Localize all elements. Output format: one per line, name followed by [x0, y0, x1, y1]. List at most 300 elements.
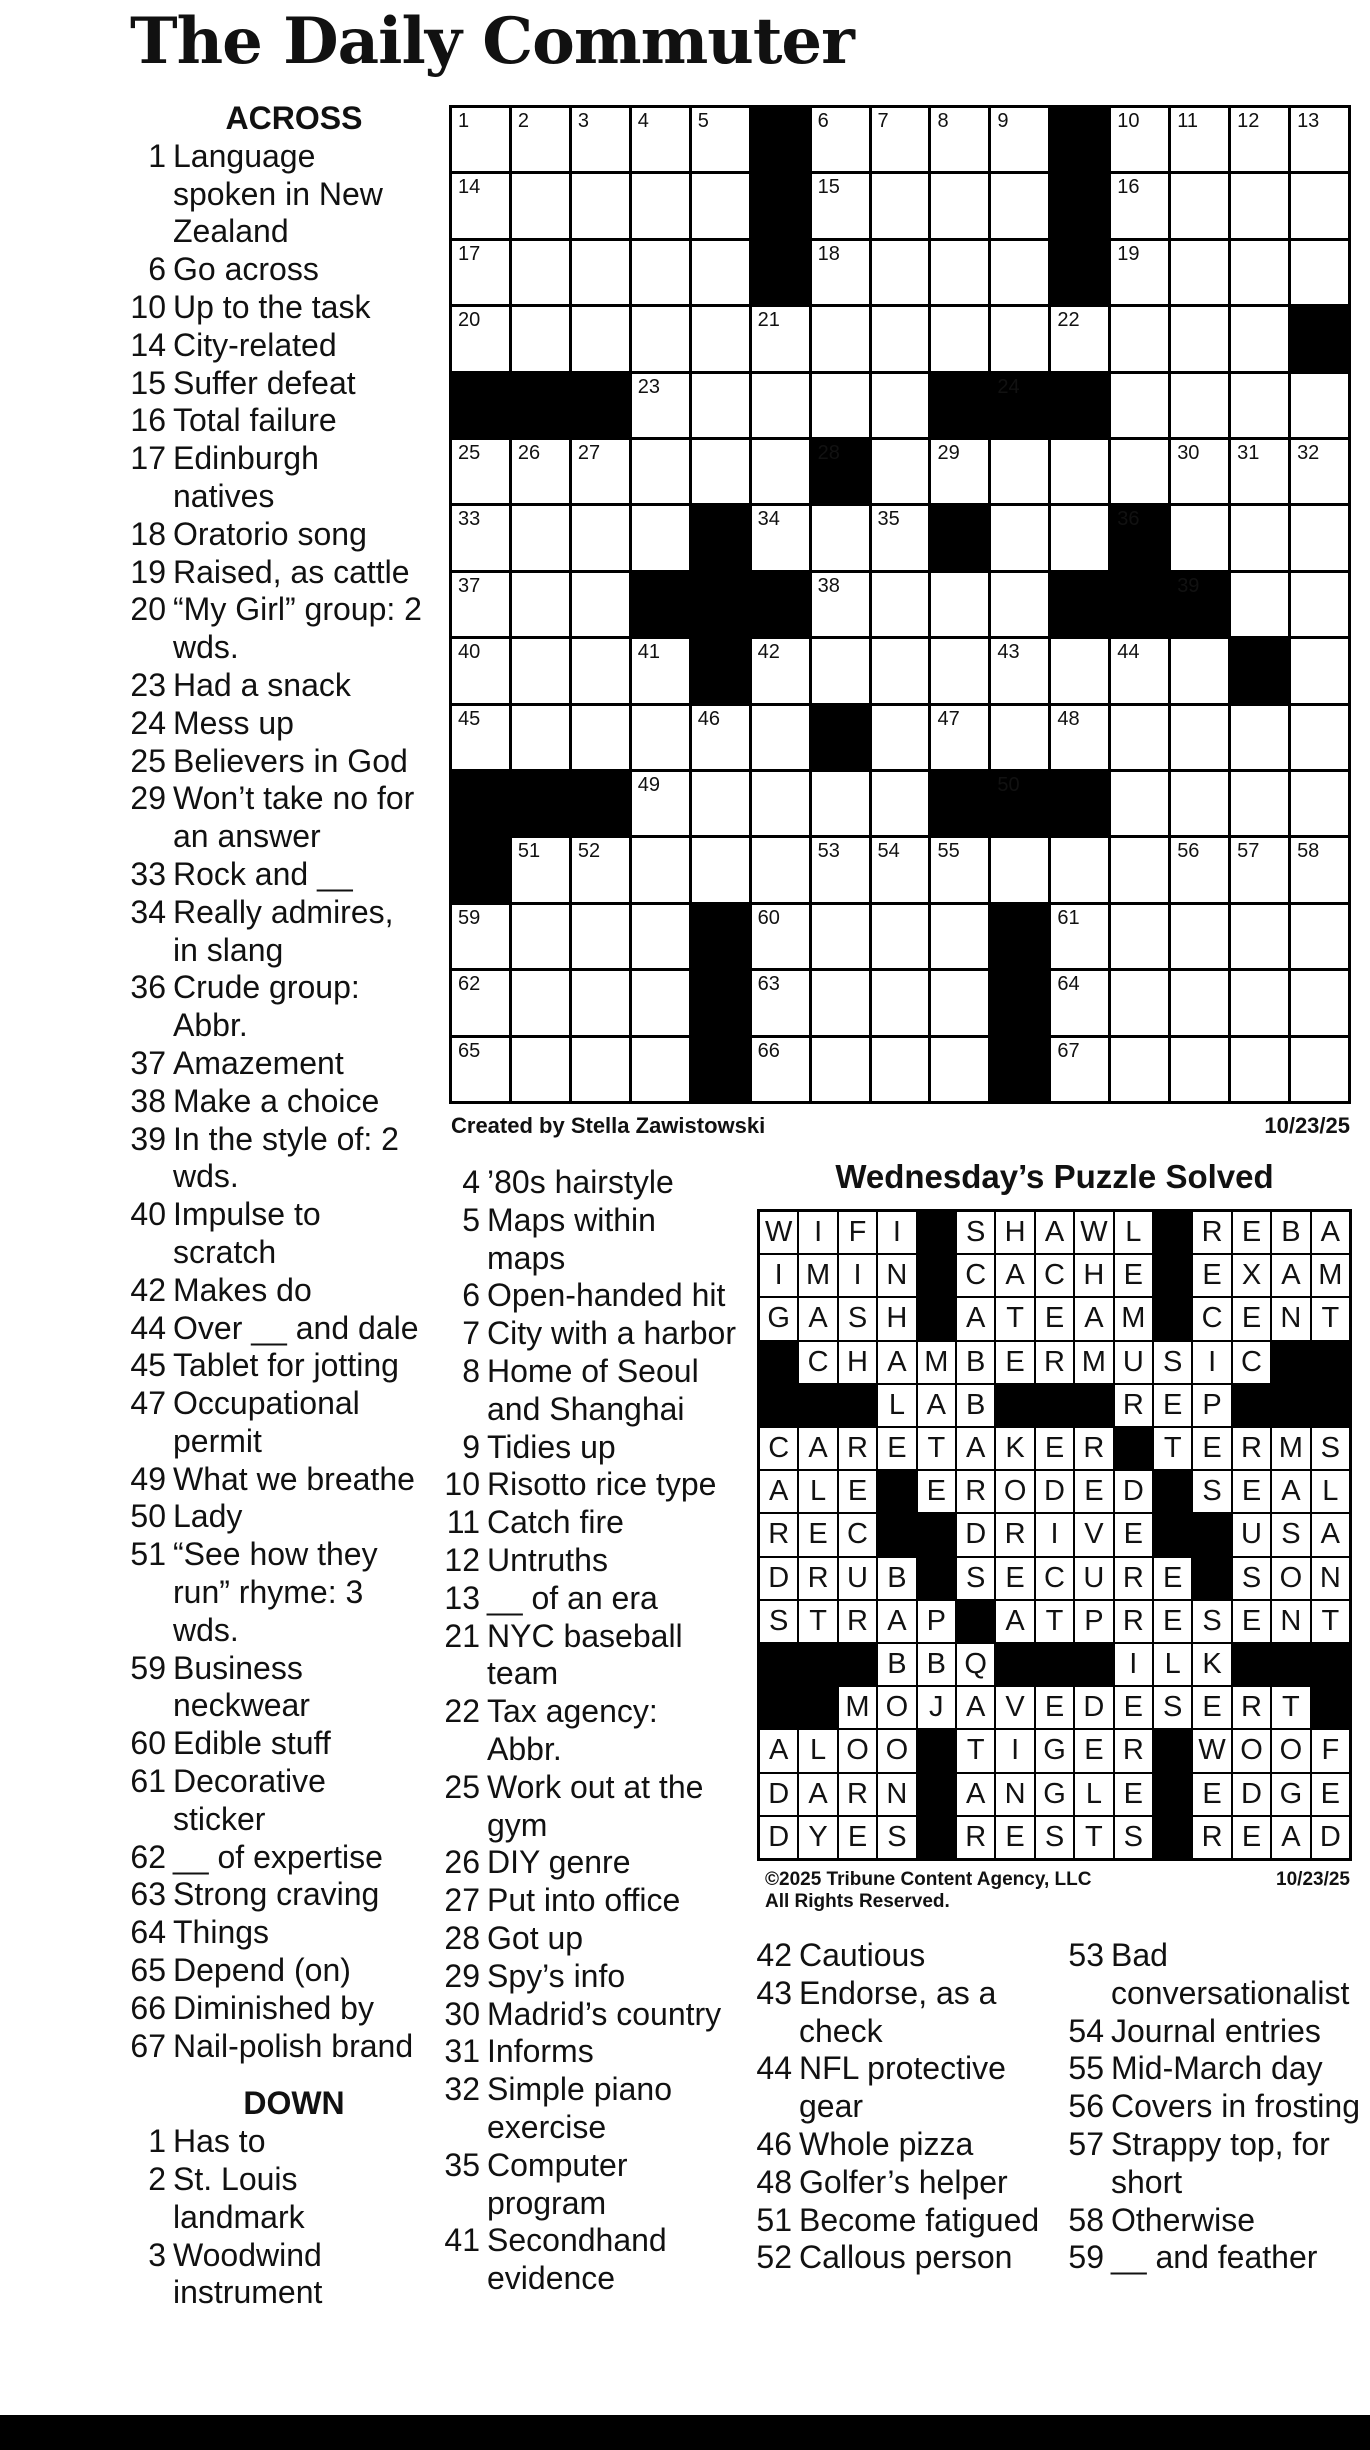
clue-text: Nail-polish brand [173, 2027, 414, 2064]
square-number: 24 [997, 375, 1020, 398]
solved-letter: G [1036, 1774, 1073, 1815]
grid-square [1111, 307, 1168, 370]
solved-letter: S [760, 1601, 797, 1642]
grid-square [1231, 706, 1288, 769]
square-number: 32 [1297, 442, 1320, 464]
solved-black-square [799, 1385, 836, 1426]
solved-letter: E [1233, 1601, 1270, 1642]
clue-item [438, 1353, 738, 1429]
grid-square [931, 905, 988, 968]
clue-number: 44 [130, 1309, 166, 1346]
clue-number: 1 [148, 2123, 166, 2160]
solved-letter: A [957, 1687, 994, 1728]
black-square [1171, 573, 1228, 636]
solved-letter: A [799, 1774, 836, 1815]
solved-black-square [1036, 1644, 1073, 1685]
grid-square [931, 573, 988, 636]
clue-text: Become fatigued [799, 2201, 1040, 2238]
grid-square [1051, 1038, 1108, 1101]
grid-square [1231, 440, 1288, 503]
grid-square [1051, 905, 1108, 968]
solved-letter: A [878, 1342, 915, 1383]
solved-letter: E [1154, 1558, 1191, 1599]
clue-number: 42 [130, 1271, 166, 1308]
square-number: 36 [1117, 508, 1140, 531]
grid-square [512, 1038, 569, 1101]
grid-square [991, 241, 1048, 304]
clue-item [124, 1121, 424, 1197]
grid-square [872, 506, 929, 569]
clue-text: Mid-March day [1111, 2050, 1323, 2087]
grid-square [1291, 108, 1348, 171]
clue-item [1062, 2050, 1362, 2088]
square-number: 6 [817, 110, 829, 132]
solved-letter: C [1036, 1255, 1073, 1296]
grid-square [1291, 174, 1348, 237]
clue-number: 6 [462, 1277, 480, 1314]
clue-item [124, 1310, 424, 1348]
clue-text: “My Girl” group: 2 wds. [173, 591, 422, 666]
square-number: 18 [817, 242, 840, 265]
grid-square [452, 639, 509, 702]
solved-letter: E [839, 1817, 876, 1858]
clue-item [438, 1542, 738, 1580]
grid-square [1231, 573, 1288, 636]
clue-number: 45 [130, 1347, 166, 1384]
clue-item [124, 2123, 424, 2161]
solved-black-square [1036, 1385, 1073, 1426]
clue-number: 37 [130, 1044, 166, 1081]
clue-number: 7 [462, 1315, 480, 1352]
solved-letter: T [1036, 1601, 1073, 1642]
square-number: 51 [517, 840, 541, 863]
copyright-line: ©2025 Tribune Content Agency, LLC [765, 1869, 1092, 1890]
clue-item [438, 2033, 738, 2071]
clue-text: Total failure [173, 402, 337, 439]
grid-square [1231, 905, 1288, 968]
square-number: 30 [1177, 442, 1200, 464]
grid-square [991, 506, 1048, 569]
square-number: 31 [1237, 442, 1260, 464]
grid-square [931, 971, 988, 1034]
black-square [1051, 772, 1108, 835]
solved-letter: R [839, 1774, 876, 1815]
clue-text: In the style of: 2 wds. [173, 1120, 399, 1195]
square-number: 2 [517, 110, 530, 132]
grid-square [931, 174, 988, 237]
solved-letter: E [1154, 1601, 1191, 1642]
solved-letter: R [1075, 1428, 1112, 1469]
solved-letter: H [1075, 1255, 1112, 1296]
solved-letter: S [957, 1212, 994, 1253]
solved-letter: M [1115, 1298, 1152, 1339]
clue-text: Strong craving [173, 1876, 380, 1913]
solved-letter: M [1075, 1342, 1112, 1383]
square-number: 42 [757, 641, 780, 664]
clue-item [124, 251, 424, 289]
grid-square [512, 838, 569, 901]
across-clue-list [124, 138, 424, 2066]
grid-square [812, 241, 869, 304]
grid-square [1291, 905, 1348, 968]
grid-square [1171, 772, 1228, 835]
solved-letter: S [1272, 1514, 1309, 1555]
clue-text: Cautious [799, 1937, 926, 1973]
grid-square [1171, 1038, 1228, 1101]
square-number: 67 [1057, 1039, 1080, 1062]
grid-square [572, 307, 629, 370]
clue-item [124, 516, 424, 554]
solved-letter: S [1115, 1817, 1152, 1858]
solved-letter: R [1233, 1687, 1270, 1728]
square-number: 60 [757, 906, 780, 929]
solved-black-square [1154, 1774, 1191, 1815]
solved-black-square [918, 1255, 955, 1296]
grid-square [752, 374, 809, 437]
square-number: 59 [458, 906, 481, 929]
clue-item [124, 894, 424, 970]
solved-letter: A [878, 1601, 915, 1642]
clue-item [438, 1315, 738, 1353]
clue-item [124, 1990, 424, 2028]
clue-item [124, 1196, 424, 1272]
grid-square [991, 706, 1048, 769]
square-number: 5 [697, 110, 709, 132]
clue-number: 32 [444, 2071, 480, 2108]
grid-square [692, 374, 749, 437]
grid-square [1171, 307, 1228, 370]
clue-text: St. Louis landmark [173, 2161, 305, 2235]
clue-text: Tablet for jotting [173, 1347, 399, 1384]
clue-text: Believers in God [173, 742, 408, 779]
grid-square [572, 639, 629, 702]
solved-letter: H [878, 1298, 915, 1339]
grid-square [931, 108, 988, 171]
black-square [452, 374, 509, 437]
grid-square [1291, 573, 1348, 636]
grid-square [632, 639, 689, 702]
black-square [991, 772, 1048, 835]
grid-square [572, 838, 629, 901]
clue-text: Won’t take no for an answer [173, 780, 415, 855]
clue-item [124, 1725, 424, 1763]
clue-number: 59 [1068, 2239, 1104, 2276]
clue-text: Woodwind instrument [173, 2236, 323, 2311]
clue-column-2 [438, 1164, 738, 2298]
grid-square [1171, 905, 1228, 968]
solved-letter: K [1193, 1644, 1230, 1685]
grid-square [931, 307, 988, 370]
grid-square [1291, 706, 1348, 769]
crossword-grid [449, 105, 1351, 1104]
solved-letter: D [1115, 1471, 1152, 1512]
clue-number: 31 [444, 2033, 480, 2070]
clue-number: 59 [130, 1649, 166, 1686]
clue-number: 49 [130, 1460, 166, 1497]
solved-letter: I [1036, 1514, 1073, 1555]
clue-item [124, 1536, 424, 1649]
solved-letter: E [1233, 1212, 1270, 1253]
solved-black-square [1312, 1385, 1349, 1426]
solved-letter: E [1115, 1687, 1152, 1728]
solved-letter: E [1154, 1385, 1191, 1426]
grid-square [572, 1038, 629, 1101]
clue-number: 21 [444, 1617, 480, 1654]
grid-square [1291, 1038, 1348, 1101]
black-square [692, 905, 749, 968]
square-number: 64 [1057, 973, 1080, 996]
grid-square [692, 307, 749, 370]
solved-letter: D [1312, 1817, 1349, 1858]
black-square [1051, 374, 1108, 437]
grid-square [1111, 838, 1168, 901]
solved-letter: C [760, 1428, 797, 1469]
solved-letter: M [1272, 1428, 1309, 1469]
clue-text: Untruths [487, 1541, 608, 1578]
square-number: 26 [517, 442, 541, 464]
clue-number: 39 [130, 1120, 166, 1157]
black-square [692, 1038, 749, 1101]
solved-letter: O [1233, 1730, 1270, 1771]
grid-square [692, 772, 749, 835]
solved-letter: E [1233, 1817, 1270, 1858]
grid-square [752, 772, 809, 835]
clue-text: Has to [173, 2123, 266, 2160]
solved-letter: F [1312, 1730, 1349, 1771]
grid-square [1231, 772, 1288, 835]
clue-number: 4 [462, 1164, 480, 1200]
solved-letter: T [918, 1428, 955, 1469]
solved-letter: E [1193, 1255, 1230, 1296]
solved-letter: O [1272, 1558, 1309, 1599]
solved-letter: A [1312, 1514, 1349, 1555]
solved-letter: U [1075, 1558, 1112, 1599]
grid-square [452, 241, 509, 304]
solved-letter: I [799, 1212, 836, 1253]
clue-text: “See how they run” rhyme: 3 wds. [173, 1536, 378, 1648]
grid-square [1231, 506, 1288, 569]
solved-date: 10/23/25 [1276, 1869, 1350, 1890]
grid-square [1171, 838, 1228, 901]
square-number: 58 [1297, 840, 1320, 863]
clue-text: What we breathe [173, 1460, 415, 1497]
clue-number: 43 [756, 1974, 792, 2011]
solved-letter: L [1115, 1212, 1152, 1253]
square-number: 38 [817, 574, 840, 597]
grid-square [1291, 639, 1348, 702]
clue-item [124, 554, 424, 592]
solved-black-square [996, 1644, 1033, 1685]
clue-item [124, 1385, 424, 1461]
solved-letter: D [1233, 1774, 1270, 1815]
clue-item [438, 2147, 738, 2223]
clue-number: 3 [148, 2236, 166, 2273]
masthead: The Daily Commuter [130, 4, 854, 79]
clue-text: Journal entries [1111, 2012, 1321, 2049]
clue-text: Work out at the gym [487, 1768, 704, 1843]
solved-letter: E [996, 1342, 1033, 1383]
solved-letter: S [957, 1558, 994, 1599]
clue-item [438, 1693, 738, 1769]
solved-letter: L [1154, 1644, 1191, 1685]
solved-letter: C [1233, 1342, 1270, 1383]
black-square [812, 440, 869, 503]
clue-item [750, 2202, 1050, 2240]
grid-square [1231, 374, 1288, 437]
square-number: 65 [458, 1039, 481, 1062]
grid-square [812, 971, 869, 1034]
solved-black-square [799, 1644, 836, 1685]
clue-text: Bad conversationalist [1111, 1937, 1350, 2011]
grid-square [1051, 639, 1108, 702]
solved-letter: E [1075, 1471, 1112, 1512]
grid-square [872, 374, 929, 437]
solved-letter: S [1312, 1428, 1349, 1469]
clue-text: Mess up [173, 704, 294, 741]
grid-square [1111, 772, 1168, 835]
clue-number: 24 [130, 704, 166, 741]
clue-item [124, 705, 424, 743]
solved-black-square [1272, 1385, 1309, 1426]
solved-letter: U [1233, 1514, 1270, 1555]
grid-square [872, 772, 929, 835]
solved-letter: E [996, 1558, 1033, 1599]
black-square [512, 772, 569, 835]
square-number: 3 [577, 110, 589, 132]
grid-square [1171, 374, 1228, 437]
clue-number: 28 [444, 1919, 480, 1956]
clue-column-3 [750, 1937, 1050, 2277]
grid-square [632, 108, 689, 171]
solved-letter: B [878, 1644, 915, 1685]
solved-letter: K [996, 1428, 1033, 1469]
solved-black-square [918, 1514, 955, 1555]
grid-square [1231, 241, 1288, 304]
solved-letter: E [1193, 1774, 1230, 1815]
solved-letter: E [1115, 1255, 1152, 1296]
clue-item [750, 2050, 1050, 2126]
clue-text: Up to the task [173, 288, 371, 325]
square-number: 55 [937, 840, 960, 863]
clue-text: Depend (on) [173, 1952, 351, 1989]
square-number: 19 [1117, 242, 1140, 265]
solved-black-square [1312, 1644, 1349, 1685]
square-number: 44 [1117, 641, 1140, 664]
clue-item [124, 402, 424, 440]
solved-letter: S [878, 1817, 915, 1858]
clue-number: 61 [130, 1763, 166, 1800]
grid-square [991, 639, 1048, 702]
grid-square [512, 108, 569, 171]
solved-letter: S [839, 1298, 876, 1339]
solved-letter: U [839, 1558, 876, 1599]
solved-letter: A [1075, 1298, 1112, 1339]
black-square [1051, 174, 1108, 237]
clue-item [438, 2222, 738, 2298]
black-square [991, 905, 1048, 968]
square-number: 35 [877, 508, 900, 531]
square-number: 43 [997, 641, 1020, 664]
solved-puzzle-title: Wednesday’s Puzzle Solved [835, 1158, 1274, 1195]
clue-item [124, 1839, 424, 1877]
clue-text: Callous person [799, 2239, 1013, 2276]
clue-number: 65 [130, 1952, 166, 1989]
solved-letter: C [839, 1514, 876, 1555]
grid-square [1291, 241, 1348, 304]
square-number: 23 [637, 375, 661, 398]
clue-number: 22 [444, 1693, 480, 1730]
grid-square [512, 971, 569, 1034]
grid-square [872, 905, 929, 968]
grid-square [632, 706, 689, 769]
square-number: 28 [817, 442, 840, 464]
square-number: 47 [937, 707, 960, 730]
solved-black-square [1233, 1385, 1270, 1426]
solved-letter: L [1312, 1471, 1349, 1512]
clue-text: Diminished by [173, 1989, 374, 2026]
clue-item [124, 1498, 424, 1536]
grid-square [692, 706, 749, 769]
clue-item [124, 667, 424, 705]
grid-square [1111, 639, 1168, 702]
square-number: 9 [997, 110, 1009, 132]
clue-number: 26 [444, 1844, 480, 1881]
clue-text: Crude group: Abbr. [173, 969, 360, 1044]
grid-square [991, 174, 1048, 237]
clue-text: Informs [487, 2033, 594, 2070]
solved-letter: D [760, 1558, 797, 1599]
grid-square [452, 1038, 509, 1101]
solved-letter: A [957, 1298, 994, 1339]
black-square [452, 838, 509, 901]
clue-text: NYC baseball team [487, 1617, 683, 1692]
grid-square [872, 108, 929, 171]
clue-text: Had a snack [173, 666, 351, 703]
grid-square [452, 506, 509, 569]
solved-letter: S [1193, 1471, 1230, 1512]
black-square [572, 374, 629, 437]
solved-black-square [918, 1817, 955, 1858]
grid-square [572, 506, 629, 569]
clue-number: 23 [130, 666, 166, 703]
clue-text: Risotto rice type [487, 1466, 717, 1503]
grid-square [1111, 905, 1168, 968]
solved-letter: A [996, 1255, 1033, 1296]
grid-square [692, 241, 749, 304]
black-square [752, 108, 809, 171]
solved-black-square [918, 1212, 955, 1253]
grid-square [752, 1038, 809, 1101]
solved-black-square [1154, 1730, 1191, 1771]
grid-square [1051, 307, 1108, 370]
square-number: 66 [757, 1039, 780, 1062]
clue-number: 53 [1068, 1937, 1104, 1973]
solved-letter: P [1075, 1601, 1112, 1642]
solved-letter: I [1115, 1644, 1152, 1685]
grid-square [572, 108, 629, 171]
solved-letter: H [996, 1212, 1033, 1253]
grid-square [632, 374, 689, 437]
clue-item [124, 591, 424, 667]
grid-square [512, 506, 569, 569]
black-square [931, 374, 988, 437]
solved-letter: V [1075, 1514, 1112, 1555]
grid-square [812, 307, 869, 370]
solved-letter: S [1154, 1687, 1191, 1728]
square-number: 53 [817, 840, 840, 863]
grid-square [991, 440, 1048, 503]
solved-letter: G [1272, 1774, 1309, 1815]
